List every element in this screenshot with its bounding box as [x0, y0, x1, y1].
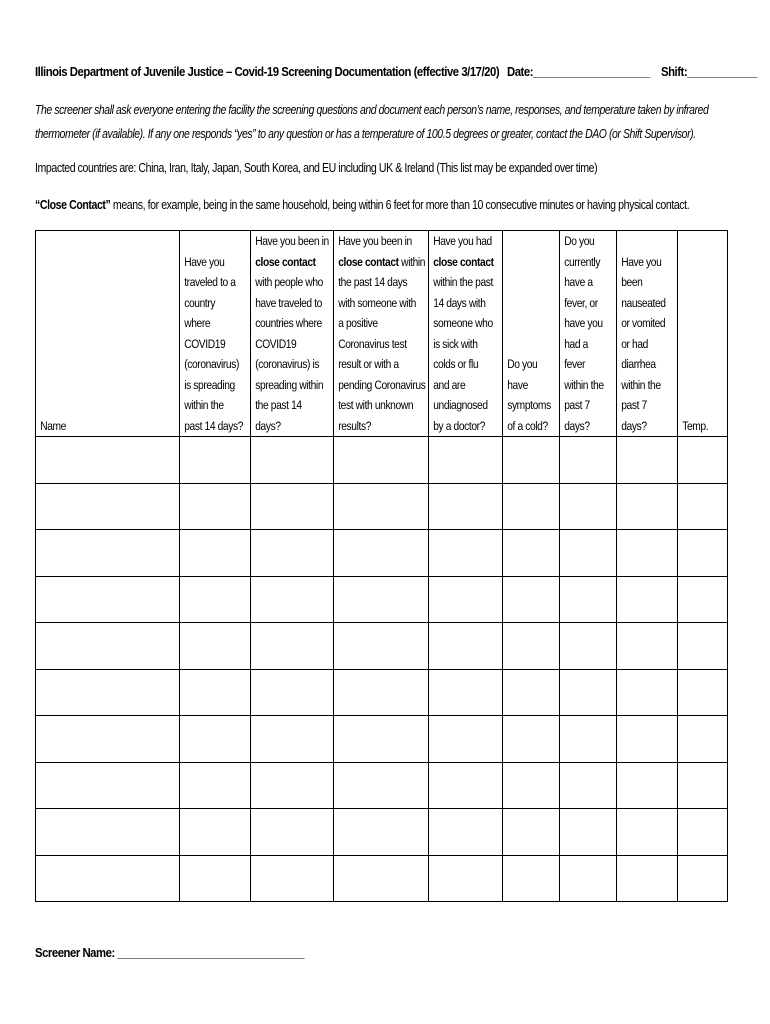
table-row [36, 669, 728, 716]
table-cell[interactable] [503, 623, 560, 670]
table-cell[interactable] [251, 669, 334, 716]
table-cell[interactable] [180, 855, 251, 902]
table-body [36, 437, 728, 902]
table-cell[interactable] [36, 669, 180, 716]
table-cell[interactable] [503, 669, 560, 716]
table-cell[interactable] [429, 716, 503, 763]
table-cell[interactable] [560, 483, 617, 530]
table-cell[interactable] [251, 483, 334, 530]
table-cell[interactable] [334, 437, 429, 484]
column-header-cold-symptoms [503, 231, 560, 437]
table-cell[interactable] [429, 669, 503, 716]
document-title: Illinois Department of Juvenile Justice – Covid-19 Screening Documentation (effective 3/17/20) [35, 64, 500, 79]
table-row [36, 855, 728, 902]
column-header-line: COVID19 [184, 336, 226, 351]
table-cell[interactable] [560, 855, 617, 902]
table-cell[interactable] [503, 576, 560, 623]
table-cell[interactable] [36, 576, 180, 623]
column-header-line: Have you [184, 254, 225, 269]
table-cell[interactable] [617, 576, 678, 623]
table-cell[interactable] [617, 716, 678, 763]
column-header-line: Name [40, 418, 67, 433]
screener-name-field: Screener Name: ________________________________ [35, 945, 305, 960]
table-cell[interactable] [678, 576, 728, 623]
column-header-line: test with unknown [338, 398, 414, 412]
column-header-line: Do you [564, 234, 595, 248]
table-cell[interactable] [503, 855, 560, 902]
column-header-line: past 14 days? [184, 418, 244, 433]
table-cell[interactable] [251, 809, 334, 856]
table-header-row [36, 231, 728, 437]
table-cell[interactable] [560, 762, 617, 809]
table-cell[interactable] [560, 437, 617, 484]
table-cell[interactable] [36, 716, 180, 763]
table-cell[interactable] [560, 716, 617, 763]
table-row [36, 762, 728, 809]
column-header-text [678, 416, 729, 437]
column-header-line: Do you [507, 357, 538, 371]
screener-instructions [35, 98, 716, 146]
column-header-line: undiagnosed [433, 398, 488, 412]
column-header-text [180, 252, 254, 437]
table-cell[interactable] [180, 437, 251, 484]
table-cell[interactable] [429, 437, 503, 484]
column-header-line: days? [255, 418, 281, 433]
column-header-line: COVID19 [255, 336, 297, 351]
table-cell[interactable] [503, 437, 560, 484]
column-header-line: within the [621, 377, 661, 392]
table-row [36, 716, 728, 763]
column-header-line: diarrhea [621, 357, 656, 371]
column-header-line: is spreading [184, 377, 235, 392]
column-header-line: within the [184, 398, 224, 412]
table-cell[interactable] [560, 576, 617, 623]
table-cell[interactable] [180, 483, 251, 530]
column-header-line: nauseated [621, 295, 666, 310]
column-header-text [503, 354, 562, 436]
column-header-text [560, 231, 619, 436]
table-row [36, 530, 728, 577]
table-cell[interactable] [617, 437, 678, 484]
column-header-line: Have you had [433, 234, 492, 248]
column-header-line [433, 252, 505, 273]
column-header-line: or vomited [621, 316, 666, 330]
table-cell[interactable] [180, 530, 251, 577]
close-contact-emphasis: close contact [255, 254, 316, 269]
table-cell[interactable] [678, 809, 728, 856]
column-header-text [617, 252, 680, 437]
shift-field-label: Shift:____________ [660, 64, 758, 79]
table-cell[interactable] [429, 530, 503, 577]
column-header-line: Have you been in [338, 234, 412, 248]
column-header-line: have a [564, 275, 593, 289]
table-cell[interactable] [429, 762, 503, 809]
table-cell[interactable] [503, 762, 560, 809]
table-cell[interactable] [429, 483, 503, 530]
column-header-line: symptoms [507, 398, 551, 412]
column-header-line: countries where [255, 316, 322, 330]
close-contact-emphasis: close contact [338, 254, 399, 269]
table-cell[interactable] [334, 483, 429, 530]
table-cell[interactable] [429, 576, 503, 623]
close-contact-term: “Close Contact” [35, 198, 111, 212]
column-header-line: or had [621, 336, 648, 351]
table-cell[interactable] [678, 762, 728, 809]
column-header-line: where [184, 316, 211, 330]
table-cell[interactable] [251, 855, 334, 902]
table-cell[interactable] [36, 762, 180, 809]
column-header-line: a positive [338, 316, 378, 330]
column-header-line: someone who [433, 316, 493, 330]
column-header-line: by a doctor? [433, 418, 486, 433]
column-header-line: within the past [433, 275, 493, 289]
column-header-text [429, 231, 506, 436]
table-cell[interactable] [678, 855, 728, 902]
table-cell[interactable] [429, 809, 503, 856]
column-header-travel [180, 231, 251, 437]
table-cell[interactable] [678, 669, 728, 716]
table-cell[interactable] [36, 623, 180, 670]
table-cell[interactable] [503, 716, 560, 763]
column-header-text [251, 231, 337, 436]
table-cell[interactable] [503, 483, 560, 530]
column-header-line: days? [621, 418, 647, 433]
column-header-temp [678, 231, 728, 437]
table-cell[interactable] [251, 530, 334, 577]
table-cell[interactable] [251, 623, 334, 670]
table-cell[interactable] [180, 669, 251, 716]
column-header-line: fever [564, 357, 586, 371]
column-header-contact-sick [429, 231, 503, 437]
table-cell[interactable] [617, 855, 678, 902]
column-header-line: have [507, 377, 528, 392]
table-cell[interactable] [251, 716, 334, 763]
column-header-line: past 7 [564, 398, 590, 412]
column-header-line: the past 14 [255, 398, 302, 412]
column-header-text [334, 231, 433, 436]
close-contact-definition-text: means, for example, being in the same household, being within 6 feet for more than 10 consecutive minutes or having physical contact. [110, 198, 690, 212]
document-title-line [35, 64, 757, 79]
table-cell[interactable] [560, 669, 617, 716]
table-cell[interactable] [617, 623, 678, 670]
table-cell[interactable] [334, 809, 429, 856]
column-header-line: 14 days with [433, 295, 486, 310]
table-cell[interactable] [617, 530, 678, 577]
column-header-line: Have you been in [255, 234, 329, 248]
table-cell[interactable] [251, 576, 334, 623]
table-row [36, 437, 728, 484]
close-contact-emphasis: close contact [433, 254, 494, 269]
table-cell[interactable] [678, 623, 728, 670]
column-header-line: (coronavirus) [184, 357, 240, 371]
column-header-line: Coronavirus test [338, 336, 407, 351]
table-cell[interactable] [334, 669, 429, 716]
table-cell[interactable] [678, 716, 728, 763]
column-header-name [36, 231, 180, 437]
column-header-line: past 7 [621, 398, 647, 412]
table-row [36, 809, 728, 856]
column-header-line: of a cold? [507, 418, 548, 433]
column-header-line: Temp. [682, 418, 709, 433]
column-header-line: and are [433, 377, 466, 392]
instructions-line-2: thermometer (if available). If any one responds “yes” to any question or has a temperature of 100.5 degrees or greater, contact the DAO (or Shift Supervisor). [35, 127, 696, 141]
date-field-label: Date:____________________ [507, 64, 650, 79]
column-header-line: days? [564, 418, 590, 433]
table-cell[interactable] [334, 576, 429, 623]
column-header-line: with people who [255, 275, 323, 289]
impacted-countries-text: Impacted countries are: China, Iran, Italy, Japan, South Korea, and EU including UK & Ireland (This list may be expanded over time) [35, 161, 598, 175]
table-cell[interactable] [180, 809, 251, 856]
table-cell[interactable] [180, 576, 251, 623]
table-cell[interactable] [334, 762, 429, 809]
column-header-line: the past 14 days [338, 275, 408, 289]
column-header-line: (coronavirus) is [255, 357, 320, 371]
table-cell[interactable] [180, 762, 251, 809]
column-header-line: currently [564, 254, 601, 269]
table-cell[interactable] [560, 623, 617, 670]
table-cell[interactable] [251, 437, 334, 484]
column-header-line: Have you [621, 254, 662, 269]
column-header-fever [560, 231, 617, 437]
table-cell[interactable] [503, 809, 560, 856]
column-header-line: result or with a [338, 357, 399, 371]
table-cell[interactable] [678, 530, 728, 577]
table-cell[interactable] [429, 623, 503, 670]
column-header-line: traveled to a [184, 275, 236, 289]
table-cell[interactable] [334, 855, 429, 902]
table-cell[interactable] [36, 530, 180, 577]
table-cell[interactable] [617, 483, 678, 530]
table-cell[interactable] [36, 437, 180, 484]
table-cell[interactable] [617, 669, 678, 716]
column-header-line [255, 252, 337, 273]
table-row [36, 483, 728, 530]
table-cell[interactable] [251, 762, 334, 809]
column-header-text [36, 416, 186, 437]
table-cell[interactable] [36, 809, 180, 856]
table-cell[interactable] [334, 623, 429, 670]
column-header-contact-travelers [251, 231, 334, 437]
column-header-nausea [617, 231, 678, 437]
column-header-line: is sick with [433, 336, 478, 351]
column-header-line: pending Coronavirus [338, 377, 426, 392]
column-header-line: results? [338, 418, 372, 433]
table-cell[interactable] [180, 623, 251, 670]
close-contact-definition [35, 198, 689, 212]
column-header-line: fever, or [564, 295, 598, 310]
column-header-line: colds or flu [433, 357, 479, 371]
table-cell[interactable] [503, 530, 560, 577]
table-cell[interactable] [36, 483, 180, 530]
table-cell[interactable] [429, 855, 503, 902]
table-cell[interactable] [678, 483, 728, 530]
column-header-line: with someone with [338, 295, 416, 310]
table-cell[interactable] [180, 716, 251, 763]
column-header-line: country [184, 295, 216, 310]
table-cell[interactable] [334, 530, 429, 577]
table-cell[interactable] [560, 530, 617, 577]
screening-table [35, 230, 728, 902]
column-header-line: close contact within [338, 254, 426, 269]
column-header-line: been [621, 275, 643, 289]
table-row [36, 623, 728, 670]
column-header-line: within the [564, 377, 604, 392]
table-cell[interactable] [560, 809, 617, 856]
table-cell[interactable] [617, 809, 678, 856]
table-cell[interactable] [617, 762, 678, 809]
table-cell[interactable] [678, 437, 728, 484]
table-row [36, 576, 728, 623]
table-cell[interactable] [36, 855, 180, 902]
column-header-contact-positive [334, 231, 429, 437]
table-cell[interactable] [334, 716, 429, 763]
column-header-line: had a [564, 336, 588, 351]
instructions-line-1: The screener shall ask everyone entering the facility the screening questions and document each person’s name, responses, and temperature taken by infrared [35, 103, 709, 117]
column-header-line: have you [564, 316, 603, 330]
column-header-line: spreading within [255, 377, 324, 392]
column-header-line: have traveled to [255, 295, 323, 310]
